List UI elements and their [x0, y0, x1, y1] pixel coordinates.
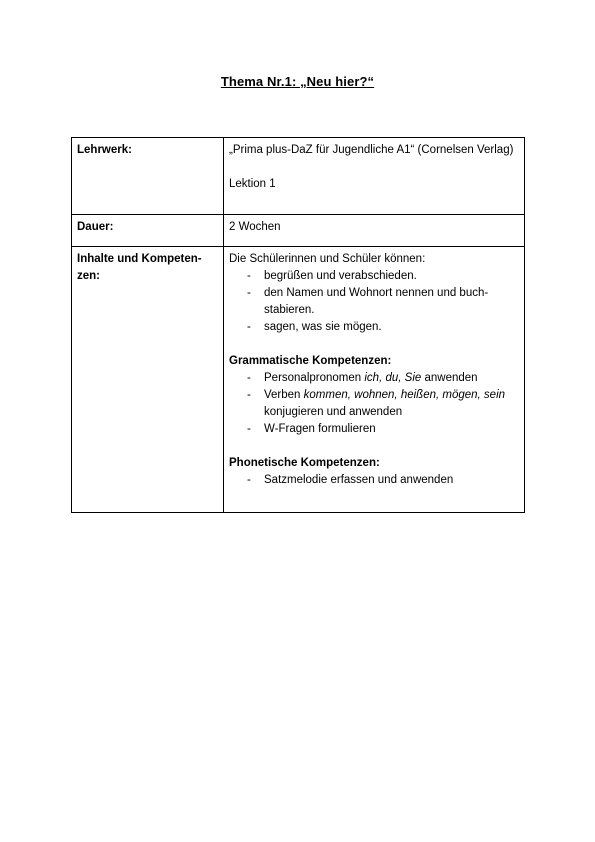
grammar-item-text: konjugieren und anwenden	[264, 406, 403, 418]
list-item: - W-Fragen formulieren	[247, 421, 519, 438]
grammar-heading: Grammatische Kompetenzen:	[229, 355, 392, 367]
dauer-label: Dauer:	[72, 215, 224, 247]
table-row-lehrwerk	[72, 138, 525, 215]
inhalte-cell	[224, 247, 525, 513]
grammar-item-text: anwenden	[421, 372, 478, 384]
list-item: - begrüßen und verabschieden.	[247, 268, 519, 285]
lehrwerk-cell	[224, 138, 525, 215]
grammar-item-italic: kommen, wohnen, heißen, mögen, sein	[303, 389, 506, 401]
grammar-item-text: Verben	[264, 389, 304, 401]
dauer-value: 2 Wochen	[224, 215, 525, 247]
table-row-inhalte	[72, 247, 525, 513]
phonetics-heading: Phonetische Kompetenzen:	[229, 457, 380, 469]
list-item	[247, 387, 519, 421]
grammar-list	[229, 370, 519, 438]
page-title: Thema Nr.1: „Neu hier?“	[220, 74, 375, 89]
list-item: - Satzmelodie erfassen und anwenden	[247, 472, 519, 489]
list-item	[247, 370, 519, 387]
phonetics-list	[229, 472, 519, 489]
grammar-item-italic: ich, du, Sie	[364, 372, 422, 384]
table-row-dauer	[72, 215, 525, 247]
competence-intro: Die Schülerinnen und Schüler können:	[229, 253, 426, 265]
lesson-info-table	[71, 137, 525, 513]
inhalte-label: Inhalte und Kompeten-zen:	[72, 247, 224, 513]
competence-list	[229, 268, 519, 336]
list-item: - den Namen und Wohnort nennen und buch-stabieren.	[247, 285, 519, 319]
textbook-title: „Prima plus-DaZ für Jugendliche A1“ (Cornelsen Verlag)	[229, 144, 514, 156]
lesson-number: Lektion 1	[229, 178, 276, 190]
grammar-item-text: Personalpronomen	[264, 372, 365, 384]
lehrwerk-label: Lehrwerk:	[72, 138, 224, 215]
list-item: - sagen, was sie mögen.	[247, 319, 519, 336]
